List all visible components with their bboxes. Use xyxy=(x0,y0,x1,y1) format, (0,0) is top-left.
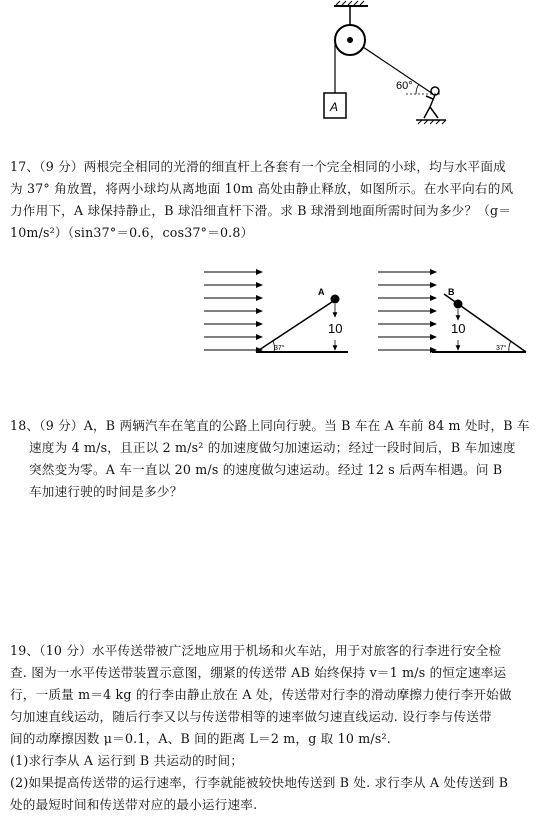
q19-subquestion-2: (2)如果提高传送带的运行速率，行李就能被较快地传送到 B 处. 求行李从 A 处传送到 B xyxy=(10,775,509,790)
pulley-figure xyxy=(320,0,450,128)
height-label-left: 10 xyxy=(328,321,343,336)
q18-line: 突然变为零。A 车一直以 20 m/s 的速度做匀速运动。经过 12 s 后两车相遇。问 B xyxy=(29,462,503,477)
question-17 xyxy=(10,156,540,244)
angle-60-label: 60° xyxy=(396,80,413,92)
q19-line: 查. 图为一水平传送带装置示意图，绷紧的传送带 AB 始终保持 v＝1 m/s 的恒定速率运 xyxy=(10,665,507,680)
wind-arrows-left xyxy=(204,272,262,350)
q18-line: 车加速行驶的时间是多少？ xyxy=(29,484,183,499)
q17-line: 17、（9 分）两根完全相同的光滑的细直杆上各套有一个完全相同的小球，均与水平面成 xyxy=(10,159,506,174)
q18-line: 速度为 4 m/s，且正以 2 m/s² 的加速度做匀加速运动；经过一段时间后，B 车加速度 xyxy=(29,440,516,455)
q18-line: 18、（9 分）A，B 两辆汽车在笔直的公路上同向行驶。当 B 车在 A 车前 84 m 处时，B 车 xyxy=(10,418,530,433)
q17-line: 为 37° 角放置，将两小球均从离地面 10m 高处由静止释放，如图所示。在水平向右的风 xyxy=(10,181,514,196)
rod-a xyxy=(256,298,338,352)
q19-line: 匀加速直线运动，随后行李又以与传送带相等的速率做匀速直线运动. 设行李与传送带 xyxy=(10,709,492,724)
q19-line: 行，一质量 m＝4 kg 的行李由静止放在 A 处，传送带对行李的滑动摩擦力使行李开始做 xyxy=(10,687,512,702)
q19-subquestion-1: (1)求行李从 A 运行到 B 共运动的时间； xyxy=(10,753,244,768)
q19-line: 处的最短时间和传送带对应的最小运行速率. xyxy=(10,797,258,812)
q19-line: 19、（10 分）水平传送带被广泛地应用于机场和火车站，用于对旅客的行李进行安全检 xyxy=(10,643,502,658)
angle-label-left: 37° xyxy=(274,345,285,352)
ball-a-label: A xyxy=(318,287,325,297)
wind-rod-figure xyxy=(200,268,530,366)
q17-line: 力作用下，A 球保持静止，B 球沿细直杆下滑。求 B 球滑到地面所需时间为多少？（g＝ xyxy=(10,203,512,218)
question-18 xyxy=(10,415,540,503)
ball-a xyxy=(331,295,340,304)
ball-b-label: B xyxy=(448,287,455,297)
q19-line: 间的动摩擦因数 μ＝0.1，A、B 间的距离 L＝2 m，g 取 10 m/s². xyxy=(10,731,391,746)
height-label-right: 10 xyxy=(451,321,466,336)
question-19 xyxy=(10,640,540,816)
wind-arrows-right xyxy=(378,272,436,350)
angle-label-right: 37° xyxy=(496,345,507,352)
ball-b xyxy=(454,300,463,309)
box-label: A xyxy=(330,100,339,114)
q17-line: 10m/s²）（sin37°＝0.6，cos37°＝0.8） xyxy=(10,225,254,240)
